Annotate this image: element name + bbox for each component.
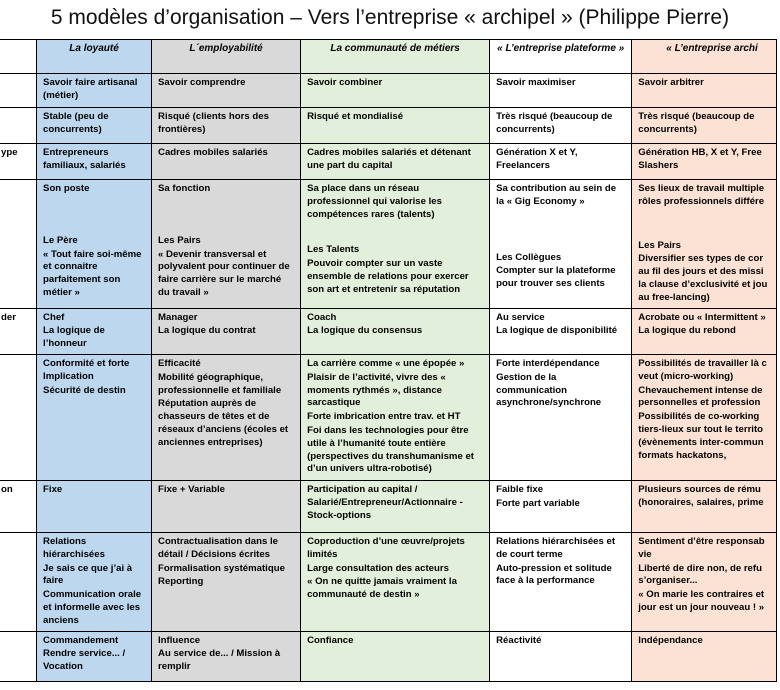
table-cell — [301, 108, 490, 144]
table-cell — [152, 108, 301, 144]
cell-text: Au service de... / Mission à remplir — [158, 648, 281, 673]
cell-text: Sa fonction — [158, 183, 211, 194]
cell-text: Manager — [158, 311, 198, 323]
cell-text: Faible fixe — [496, 483, 544, 495]
row-label: on — [0, 480, 37, 532]
table-cell — [632, 354, 777, 480]
cell-text: Coproduction d’une œuvre/projets limités — [307, 535, 465, 560]
cell-text: La logique de l’honneur — [43, 325, 105, 350]
table-row — [0, 480, 777, 532]
cell-text: Savoir comprendre — [158, 77, 246, 88]
cell-text: Formalisation systématique — [158, 562, 285, 574]
table-cell — [632, 180, 777, 309]
table-cell — [37, 354, 152, 480]
cell-text: Acrobate ou « Intermittent » — [638, 311, 766, 323]
cell-text: Forte part variable — [496, 497, 580, 509]
table-cell — [301, 354, 490, 480]
cell-text: Indépendance — [638, 634, 703, 646]
table-cell — [152, 180, 301, 309]
cell-text: « On marie les contraires et jour est un jour nouveau ! » — [638, 589, 765, 613]
table-cell — [152, 631, 301, 681]
cell-text: Contractualisation dans le détail / Décisions écrites — [158, 535, 278, 560]
cell-text: Savoir maximiser — [496, 77, 576, 88]
table-cell — [37, 532, 152, 631]
table-cell — [301, 532, 490, 631]
cell-text: Liberté de dire non, de refu s’organiser... — [638, 562, 762, 587]
table-cell — [37, 144, 152, 180]
cell-text: Son poste — [43, 183, 90, 194]
row-label: ype — [0, 144, 37, 180]
cell-text: Cadres mobiles salariés — [158, 147, 268, 158]
row-label — [0, 354, 37, 480]
cell-text: Au service — [496, 311, 545, 323]
table-cell — [490, 180, 632, 309]
table-row — [0, 532, 777, 631]
cell-text: La logique du rebond — [638, 325, 736, 337]
cell-text: Auto-pression et solitude face à la performance — [496, 562, 612, 587]
table-cell — [632, 631, 777, 681]
cell-text: Très risqué (beaucoup de concurrents) — [638, 111, 755, 135]
table-row — [0, 354, 777, 480]
table-cell — [152, 308, 301, 354]
cell-text: « On ne quitte jamais vraiment la communauté de destin » — [307, 576, 457, 601]
organisation-models-table — [0, 39, 777, 682]
cell-text: Ses lieux de travail multiple rôles professionnels différe — [638, 183, 765, 207]
table-cell — [37, 180, 152, 309]
table-cell — [301, 308, 490, 354]
cell-text: Plaisir de l’activité, vivre des « moments rythmés », distance sarcastique — [307, 371, 446, 409]
table-cell — [490, 532, 632, 631]
table-cell — [632, 144, 777, 180]
cell-text: Sa contribution au sein de la « Gig Economy » — [496, 183, 617, 207]
cell-text: Fixe — [43, 483, 63, 495]
cell-text: Sécurité de destin — [43, 384, 126, 396]
cell-text: Commandement — [43, 634, 119, 646]
cell-text: Réactivité — [496, 634, 542, 646]
cell-text: Influence — [158, 634, 201, 646]
cell-text: Efficacité — [158, 357, 201, 369]
cell-text: Stable (peu de concurrents) — [43, 111, 109, 135]
table-row — [0, 144, 777, 180]
cell-text: Sa place dans un réseau professionnel qui valorise les compétences rares (talents) — [307, 183, 442, 220]
cell-text: Forte interdépendance — [496, 357, 600, 369]
cell-text: Reporting — [158, 576, 204, 588]
header-cell: « L’entreprise archi — [632, 40, 777, 74]
table-row — [0, 180, 777, 309]
cell-text: Les Pairs — [638, 239, 681, 251]
cell-text: Fixe + Variable — [158, 483, 225, 495]
cell-text: Génération HB, X et Y, Free Slashers — [638, 147, 762, 171]
table-cell — [152, 74, 301, 108]
cell-text: Possibilités de co-working tiers-lieux sur tout le territo (évènements inter-commun formats hackatons, — [638, 411, 764, 461]
cell-text: Compter sur la plateforme pour trouver ses clients — [496, 265, 616, 290]
cell-text: Génération X et Y, Freelancers — [496, 147, 578, 171]
cell-text: Relations hiérarchisées — [43, 535, 105, 560]
cell-text: Gestion de la communication asynchrone/synchrone — [496, 371, 602, 409]
cell-text: La logique du contrat — [158, 325, 256, 337]
row-label — [0, 74, 37, 108]
table-row — [0, 74, 777, 108]
table-cell — [632, 74, 777, 108]
cell-text: Relations hiérarchisées et de court terme — [496, 535, 616, 560]
cell-text: « Devenir transversal et polyvalent pour continuer de faire carrière sur le marché du travail » — [158, 248, 290, 298]
cell-text: Communication orale et informelle avec les anciens — [43, 589, 142, 626]
row-label — [0, 532, 37, 631]
table-cell — [490, 74, 632, 108]
cell-text: La logique de disponibilité — [496, 325, 618, 337]
cell-text: Les Talents — [307, 244, 360, 256]
table-cell — [632, 480, 777, 532]
table-cell — [37, 308, 152, 354]
header-cell: « L’entreprise plateforme » — [490, 40, 632, 74]
cell-text: Sentiment d’être responsab vie — [638, 535, 765, 560]
table-cell — [37, 74, 152, 108]
header-cell — [0, 40, 37, 74]
table-cell — [490, 108, 632, 144]
table-row — [0, 631, 777, 681]
cell-text: Cadres mobiles salariés et détenant une part du capital — [307, 147, 471, 171]
table-cell — [301, 180, 490, 309]
cell-text: Large consultation des acteurs — [307, 562, 449, 574]
table-cell — [37, 631, 152, 681]
cell-text: Mobilité géographique, professionnelle et familiale — [158, 371, 282, 396]
cell-text: Confiance — [307, 634, 354, 646]
cell-text: Le Père — [43, 234, 78, 246]
table-cell — [37, 480, 152, 532]
row-label — [0, 180, 37, 309]
cell-text: Très risqué (beaucoup de concurrents) — [496, 111, 613, 135]
page-title: 5 modèles d’organisation – Vers l’entreprise « archipel » (Philippe Pierre) — [50, 6, 730, 29]
cell-text: Je sais ce que j’ai à faire — [43, 562, 133, 587]
row-label — [0, 108, 37, 144]
cell-text: Risqué (clients hors des frontières) — [158, 111, 269, 135]
cell-text: Plusieurs sources de rému (honoraires, salaires, prime — [638, 483, 764, 508]
table-cell — [490, 480, 632, 532]
cell-text: Diversifier ses types de cor au fil des jours et des missi la clause d’exclusivité et jou au free-lancing) — [638, 253, 768, 303]
table-cell — [152, 532, 301, 631]
table-cell — [490, 308, 632, 354]
cell-text: Savoir arbitrer — [638, 77, 704, 88]
cell-text: Les Pairs — [158, 234, 201, 246]
table-cell — [152, 144, 301, 180]
cell-text: Chevauchement intense de personnelles et profession — [638, 384, 763, 409]
cell-text: Chef — [43, 311, 65, 323]
table-cell — [490, 631, 632, 681]
table-row — [0, 308, 777, 354]
cell-text: Forte imbrication entre trav. et HT — [307, 411, 461, 423]
cell-text: Les Collègues — [496, 251, 562, 263]
table-cell — [301, 74, 490, 108]
cell-text: Savoir combiner — [307, 77, 383, 88]
cell-text: Conformité et forte Implication — [43, 357, 130, 382]
table-cell — [152, 480, 301, 532]
header-cell: La loyauté — [37, 40, 152, 74]
cell-text: « Tout faire soi-même et connaitre parfaitement son métier » — [43, 248, 142, 298]
table-cell — [152, 354, 301, 480]
table-cell — [490, 144, 632, 180]
cell-text: Réputation auprès de chasseurs de têtes et de réseaux d’anciens (écoles et anciennes entreprises) — [158, 398, 289, 448]
cell-text: Possibilités de travailler là c veut (micro-working) — [638, 357, 767, 382]
cell-text: Risqué et mondialisé — [307, 111, 404, 122]
cell-text: La carrière comme « une épopée » — [307, 357, 465, 369]
table-row — [0, 108, 777, 144]
row-label — [0, 631, 37, 681]
table-cell — [301, 144, 490, 180]
header-cell: La communauté de métiers — [301, 40, 490, 74]
cell-text: Savoir faire artisanal (métier) — [43, 77, 138, 101]
cell-text: Foi dans les technologies pour être utile à l’humanité toute entière (perspectives du transhumanisme et d’un univers ultra-robotisé) — [307, 424, 474, 475]
cell-text: Pouvoir compter sur un vaste ensemble de relations pour exercer son art et entretenir sa réputation — [307, 258, 469, 295]
table-cell — [37, 108, 152, 144]
header-cell: L´employabilité — [152, 40, 301, 74]
header-row — [0, 40, 777, 74]
cell-text: Rendre service... / Vocation — [43, 648, 126, 673]
cell-text: Coach — [307, 311, 337, 323]
table-cell — [632, 108, 777, 144]
table-cell — [632, 532, 777, 631]
table-cell — [490, 354, 632, 480]
table-cell — [632, 308, 777, 354]
table-cell — [301, 631, 490, 681]
cell-text: Participation au capital / Salarié/Entrepreneur/Actionnaire - Stock-options — [307, 483, 463, 521]
row-label: der — [0, 308, 37, 354]
cell-text: Entrepreneurs familiaux, salariés — [43, 147, 126, 171]
table-cell — [301, 480, 490, 532]
cell-text: La logique du consensus — [307, 325, 423, 337]
